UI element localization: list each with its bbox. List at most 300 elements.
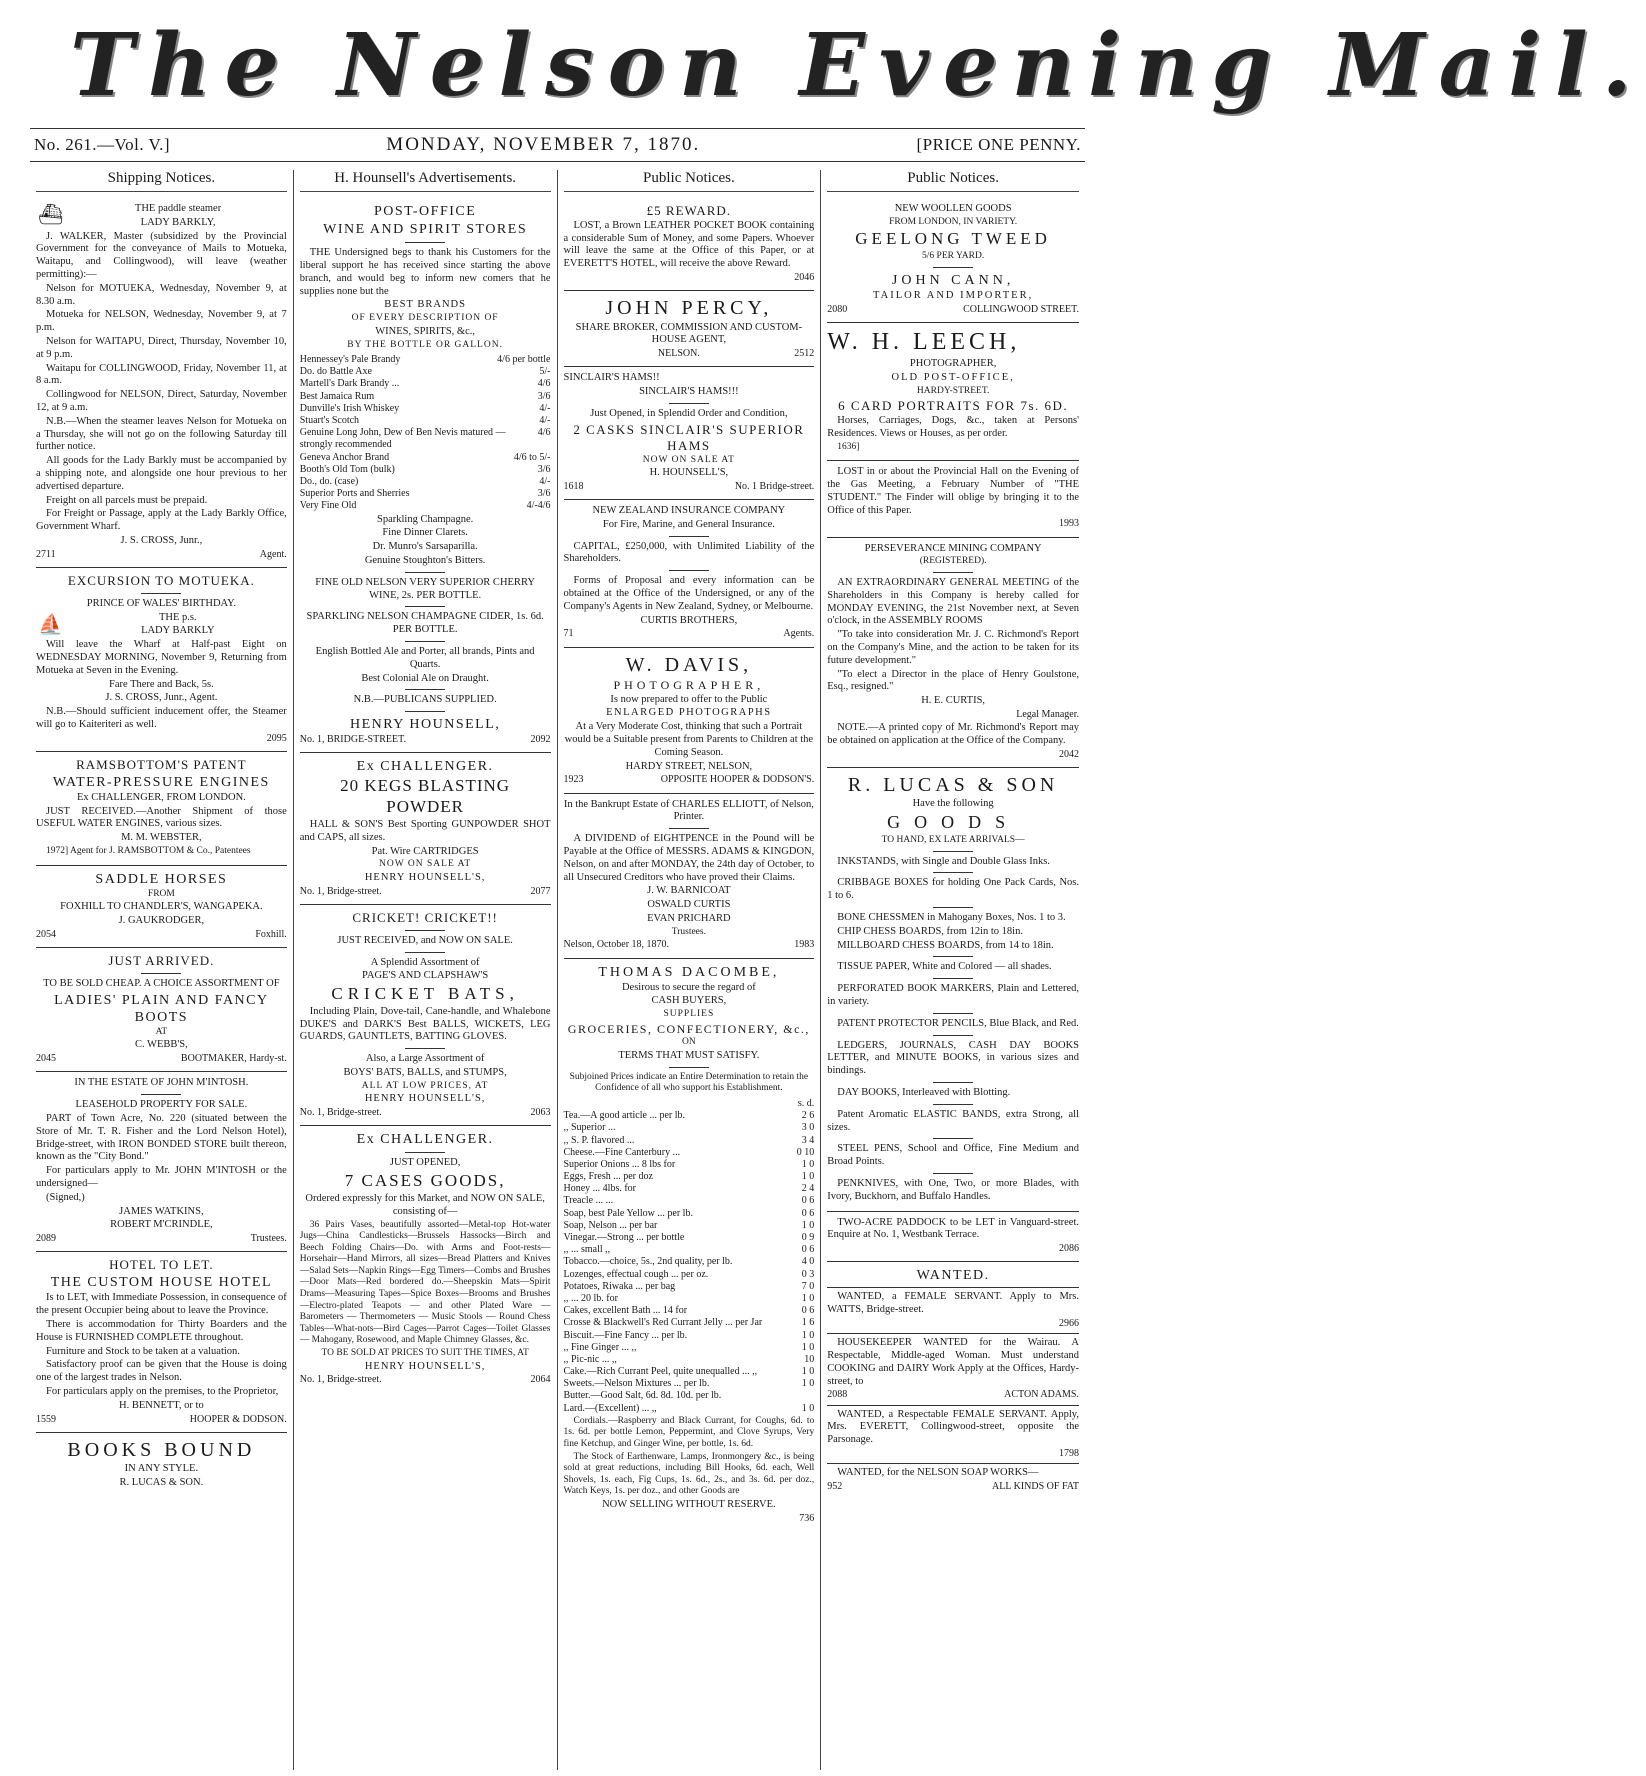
item-name: ,, ... 20 lb. for (563, 1292, 618, 1304)
ad-footer (36, 549, 287, 561)
item-name: Lozenges, effectual cough ... per oz. (563, 1268, 709, 1280)
ad-footer (827, 709, 1079, 721)
list-item: Satisfactory proof can be given that the House is doing one of the largest trades in Nelson. (36, 1359, 287, 1384)
trustee-name: EVAN PRICHARD (647, 913, 731, 924)
ad-body: WANTED, a FEMALE SERVANT. Apply to Mrs. WATTS, Bridge-street. (827, 1291, 1079, 1316)
ad-text: OPPOSITE HOOPER & DODSON'S. (660, 774, 815, 786)
ad-signer: H. HOUNSELL'S, (649, 467, 729, 479)
price-row (564, 1159, 815, 1171)
divider (405, 606, 445, 607)
item-name: ,, Pic-nic ... ,, (563, 1353, 617, 1365)
ad-cricket (300, 905, 551, 1127)
ad-text: NOW ON SALE AT (642, 454, 735, 465)
item-price: 3/6 (537, 488, 551, 500)
ad-wanted (827, 1262, 1079, 1499)
ad-subtitle: (REGISTERED). (919, 556, 987, 567)
list-item: PENKNIVES, with One, Two, or more Blades, with Ivory, Buckhorn, and Buffalo Handles. (827, 1177, 1079, 1202)
ad-headline: SADDLE HORSES (95, 871, 228, 887)
ad-headline: 7 CASES GOODS, (344, 1171, 506, 1191)
column-header: H. Hounsell's Advertisements. (300, 170, 551, 192)
divider (933, 1138, 973, 1139)
list-item: For particulars apply on the premises, to the Proprietor, (46, 1385, 279, 1397)
ad-footer (827, 1448, 1079, 1460)
item-price: 1 0 (801, 1171, 815, 1183)
item-name: Martell's Dark Brandy ... (299, 378, 400, 390)
ad-wine-stores (300, 198, 551, 753)
ad-headline: 6 CARD PORTRAITS FOR 7s. 6D. (838, 398, 1069, 414)
ad-title: PERSEVERANCE MINING COMPANY (864, 542, 1042, 554)
sailing-ship-icon: ⛵ (38, 613, 63, 636)
list-item: Collingwood for NELSON, Direct, Saturday, November 12, at 9 a.m. (36, 389, 287, 413)
list-item: Nelson for MOTUEKA, Wednesday, November 9, at 8.30 a.m. (36, 282, 287, 307)
ad-number: 2966 (1059, 1318, 1079, 1330)
ad-text: Genuine Stoughton's Bitters. (364, 554, 486, 566)
divider (933, 1035, 973, 1036)
item-name: Geneva Anchor Brand (299, 451, 390, 463)
ad-title: Ex CHALLENGER. (356, 1132, 494, 1148)
ad-address: No. 1, Bridge-street. (299, 1374, 382, 1386)
item-price: 4 0 (801, 1256, 815, 1268)
ad-title: HOTEL TO LET. (109, 1257, 214, 1273)
ad-subtitle: LEASEHOLD PROPERTY FOR SALE. (75, 1099, 248, 1111)
ad-headline: 2 CASKS SINCLAIR'S SUPERIOR HAMS (573, 421, 805, 453)
ad-text: PAGE'S AND CLAPSHAW'S (361, 970, 489, 982)
list-item: Waitapu for COLLINGWOOD, Friday, November 11, at 8 a.m. (36, 362, 287, 387)
ad-text: BY THE BOTTLE OR GALLON. (347, 339, 503, 350)
item-price: 0 10 (796, 1146, 815, 1158)
item-price: 4/6 per bottle (497, 354, 551, 366)
ad-headline: CRICKET BATS, (331, 984, 519, 1004)
ad-signer: CURTIS BROTHERS, (640, 614, 738, 626)
list-item: DAY BOOKS, Interleaved with Blotting. (837, 1086, 1011, 1098)
ad-footer (36, 1414, 287, 1426)
item-name: ,, Superior ... (563, 1122, 616, 1134)
item-price: 1 0 (801, 1378, 815, 1390)
item-price: 4/6 (537, 427, 551, 439)
ad-boots (36, 948, 287, 1072)
ad-number: 71 (563, 628, 574, 640)
ad-footer (564, 348, 815, 360)
price-row (300, 452, 551, 464)
ad-number: 2063 (530, 1107, 551, 1119)
ad-number: 2088 (827, 1389, 848, 1401)
ad-body: J. WALKER, Master (subsidized by the Provincial Government for the conveyance of Mails to Motueka, Waitapu, and Collingwood), will leave (weather permitting):— (36, 230, 287, 280)
ad-footer (564, 1513, 815, 1525)
ad-footer (36, 1053, 287, 1065)
divider (669, 570, 709, 571)
ad-body: JUST RECEIVED.—Another Shipment of those USEFUL WATER ENGINES, various sizes. (36, 805, 287, 830)
divider (405, 1048, 445, 1049)
ad-title: JUST ARRIVED. (108, 953, 215, 969)
item-price: 3/6 (537, 463, 551, 475)
ad-number: 2095 (266, 732, 287, 744)
price-row (564, 1330, 815, 1342)
ad-subtitle: PRINCE OF WALES' BIRTHDAY. (86, 597, 236, 609)
ad-role: PHOTOGRAPHER, (909, 358, 997, 370)
ad-role: Trustees. (671, 926, 706, 937)
trustee-name: JAMES WATKINS, (119, 1205, 204, 1217)
ad-note: N.B.—PUBLICANS SUPPLIED. (353, 694, 497, 706)
ad-number: 736 (799, 1512, 815, 1524)
ad-w-davis (564, 648, 815, 794)
list-item: Nelson for WAITAPU, Direct, Thursday, November 10, at 9 p.m. (36, 335, 287, 360)
divider (405, 242, 445, 243)
ad-footer (36, 733, 287, 745)
ad-number: 2077 (530, 885, 551, 897)
ad-route: FOXHILL TO CHANDLER'S, WANGAPEKA. (60, 901, 263, 913)
ad-footer (827, 1243, 1079, 1255)
steamer-icon: ⛴ (38, 204, 64, 226)
ad-title: IN THE ESTATE OF JOHN M'INTOSH. (74, 1077, 249, 1089)
ad-number: 1923 (563, 774, 584, 786)
price-header: s. d. (797, 1097, 815, 1109)
ad-body: TWO-ACRE PADDOCK to be LET in Vanguard-street. Enquire at No. 1, Westbank Terrace. (827, 1216, 1079, 1241)
trustee-name: ROBERT M'CRINDLE, (110, 1219, 213, 1231)
divider (405, 689, 445, 690)
ad-signer: J. GAUKRODGER, (118, 915, 205, 927)
ad-role: Agent. (259, 548, 287, 560)
ad-mintosh-estate (36, 1072, 287, 1252)
list-item: Furniture and Stock to be taken at a valuation. (46, 1345, 240, 1357)
price-row (564, 1269, 815, 1281)
price-row (564, 1403, 815, 1415)
item-price: 0 6 (801, 1195, 815, 1207)
divider (405, 572, 445, 573)
ad-footer (827, 1389, 1079, 1401)
ad-address: COLLINGWOOD STREET. (963, 303, 1079, 315)
ad-headline: BOOKS BOUND (67, 1438, 256, 1461)
divider (141, 593, 181, 594)
ad-number: 1618 (563, 480, 584, 492)
ad-place: NELSON. (657, 348, 700, 360)
ad-price: 5/6 PER YARD. (922, 251, 985, 262)
divider (933, 1013, 973, 1014)
price-row (300, 415, 551, 427)
ad-footer (300, 886, 551, 898)
ad-footer (36, 929, 287, 941)
item-name: Do., do. (case) (299, 475, 359, 487)
ad-address: No. 1, Bridge-street. (299, 885, 382, 897)
price-row (564, 1183, 815, 1195)
ad-thomas-dacombe (564, 959, 815, 1531)
ad-title: WANTED. (916, 1268, 990, 1284)
ad-body: Including Plain, Dove-tail, Cane-handle, and Whalebone DUKE'S and DARK'S Best BALLS, WICKETS, LEG GUARDS, GAUNTLETS, BATTING GLOVES. (299, 1005, 551, 1043)
item-name: Tea.—A good article ... per lb. (563, 1110, 685, 1122)
ad-signer: HENRY HOUNSELL'S, (364, 1360, 486, 1372)
ad-footer (564, 481, 815, 493)
ad-text: Pat. Wire CARTRIDGES (371, 845, 479, 857)
ad-headline: JOHN PERCY, (605, 297, 773, 320)
item-price: 3 4 (801, 1134, 815, 1146)
price-row (564, 1281, 815, 1293)
ad-signer-alt: HOOPER & DODSON. (189, 1413, 287, 1425)
ad-body: Subjoined Prices indicate an Entire Determination to retain the Confidence of all who support his Establishment. (569, 1071, 809, 1094)
ad-number: 1983 (794, 939, 815, 951)
list-item: PERFORATED BOOK MARKERS, Plain and Lettered, in variety. (827, 983, 1079, 1007)
ad-title: EXCURSION TO MOTUEKA. (67, 572, 255, 588)
item-price: 3 0 (801, 1122, 815, 1134)
item-price: 3/6 (537, 390, 551, 402)
divider (933, 1173, 973, 1174)
item-name: Best Jamaica Rum (299, 390, 375, 402)
price-row (300, 427, 551, 451)
ad-hotel (36, 1252, 287, 1432)
ad-text: Sparkling Champagne. (377, 513, 474, 525)
item-price: 10 (804, 1353, 815, 1365)
ad-john-percy (564, 291, 815, 367)
ad-address: No. 1, BRIDGE-STREET. (299, 734, 406, 746)
ad-text: NOW SELLING WITHOUT RESERVE. (602, 1498, 776, 1510)
ad-headline: W. DAVIS, (625, 653, 753, 676)
ad-signer: J. S. CROSS, Junr., (120, 534, 203, 546)
ad-headline: THE CUSTOM HOUSE HOTEL (50, 1275, 273, 1291)
ad-signer: M. M. WEBSTER, (121, 832, 202, 844)
item-name: Cakes, excellent Bath ... 14 for (563, 1305, 688, 1317)
price-row (564, 1366, 815, 1378)
ad-text: ALL AT LOW PRICES, AT (361, 1080, 489, 1091)
ad-footer (564, 272, 815, 284)
price-row (300, 378, 551, 390)
ad-body: WANTED, a Respectable FEMALE SERVANT. Apply, Mrs. EVERETT, Collingwood-street, opposite the Parsonage. (827, 1408, 1079, 1446)
list-item: CRIBBAGE BOXES for holding One Pack Cards, Nos. 1 to 6. (827, 877, 1079, 902)
ad-address: HARDY STREET, NELSON, (625, 760, 753, 772)
price-row (564, 1171, 815, 1183)
ad-text: CAPITAL, £250,000, with Unlimited Liability of the Shareholders. (563, 540, 815, 565)
item-price: 4/-4/6 (526, 500, 551, 512)
ad-number: 2089 (36, 1233, 56, 1245)
divider (669, 1067, 709, 1068)
ad-title: NEW ZEALAND INSURANCE COMPANY (592, 505, 786, 517)
item-price: 1 0 (801, 1292, 815, 1304)
ad-signer: R. LUCAS & SON. (119, 1476, 204, 1488)
divider (827, 1333, 1079, 1334)
ad-role: Trustees. (250, 1233, 287, 1245)
ad-body: Ordered expressly for this Market, and NOW ON SALE, consisting of— (305, 1193, 545, 1217)
item-price: 0 6 (801, 1305, 815, 1317)
ad-headline: 20 KEGS BLASTING POWDER (340, 776, 511, 817)
ad-text: The Stock of Earthenware, Lamps, Ironmongery &c., is being sold at great reductions, including Bill Hooks, 6d. each, Well Shovels, 1s. each, Fig Cups, 1s. 6d., 2s., and 3s. 6d. per doz., Watch Keys, 1s. per doz., and other Goods are (563, 1451, 815, 1497)
ad-subtitle: IN ANY STYLE. (124, 1463, 199, 1475)
divider (669, 536, 709, 537)
item-name: Honey ... 4lbs. for (563, 1183, 636, 1195)
item-name: Biscuit.—Fine Fancy ... per lb. (563, 1329, 688, 1341)
ad-title: LADY BARKLY, (140, 216, 216, 228)
ad-headline: LADIES' PLAIN AND FANCY BOOTS (54, 992, 269, 1025)
ad-footer (827, 749, 1079, 761)
list-item: Patent Aromatic ELASTIC BANDS, extra Strong, all sizes. (827, 1108, 1079, 1133)
item-name: Booth's Old Tom (bulk) (299, 463, 395, 475)
ad-text: OF EVERY DESCRIPTION OF (351, 313, 499, 324)
list-item: All goods for the Lady Barkly must be accompanied by a shipping note, and alongside one hour previous to her advertised departure. (36, 455, 287, 492)
ad-title: NEW WOOLLEN GOODS (894, 203, 1012, 214)
ad-role: Agents. (783, 628, 815, 640)
price-row (564, 1317, 815, 1329)
list-item: TISSUE PAPER, White and Colored — all shades. (837, 961, 1052, 973)
ad-body: A DIVIDEND of EIGHTPENCE in the Pound will be Payable at the Office of MESSRS. ADAMS & KINGDON, Nelson, on and after MONDAY, the 24th day of October, to all Unsecured Creditors who have proved their Claims. (563, 833, 815, 883)
price-row (564, 1244, 815, 1256)
ad-signer: ACTON ADAMS. (1004, 1389, 1079, 1401)
price-row (564, 1293, 815, 1305)
ad-body: Horses, Carriages, Dogs, &c., taken at Persons' Residences. Views or Houses, as per order. (827, 415, 1079, 439)
ad-body: Forms of Proposal and every information can be obtained at the Office of the Undersigned, or any of the Company's Agents in New Zealand, Sydney, or Melbourne. (563, 575, 815, 612)
ad-role: TAILOR AND IMPORTER, (873, 289, 1034, 301)
ad-body: Is now prepared to offer to the Public (610, 693, 768, 705)
item-name: Cheese.—Fine Canterbury ... (563, 1146, 681, 1158)
trustee-name: OSWALD CURTIS (647, 899, 731, 911)
ad-number: 2512 (794, 348, 815, 360)
item-name: ,, S. P. flavored ... (563, 1134, 635, 1146)
ad-blasting-powder (300, 753, 551, 905)
price-row (564, 1147, 815, 1159)
ad-text: FROM (147, 888, 175, 899)
price-row (300, 354, 551, 366)
ad-text: TO BE SOLD AT PRICES TO SUIT THE TIMES, AT (321, 1347, 529, 1358)
ad-text: SPARKLING NELSON CHAMPAGNE CIDER, 1s. 6d. PER BOTTLE. (306, 611, 544, 636)
ad-text: NOW ON SALE AT (379, 859, 472, 870)
ad-text: Desirous to secure the regard of (621, 981, 756, 993)
ad-books-bound (36, 1433, 287, 1497)
divider (141, 1094, 181, 1095)
ad-note: N.B.—Should sufficient inducement offer, the Steamer will go to Kaiteriteri as well. (36, 706, 287, 730)
newspaper-title: The Nelson Evening Mail. (70, 15, 1646, 116)
ad-headline: GEELONG TWEED (855, 229, 1051, 249)
price-row (300, 500, 551, 512)
divider (405, 1152, 445, 1153)
item-price: 1 0 (801, 1219, 815, 1231)
ad-date: Nelson, October 18, 1870. (563, 939, 670, 951)
item-name: ,, ... small ,, (563, 1244, 611, 1256)
ad-body: Will leave the Wharf at Half-past Eight on WEDNESDAY MORNING, November 9, Returning from Motueka at Seven in the Evening. (36, 639, 287, 676)
ad-footer: 1972] Agent for J. RAMSBOTTOM & Co., Patentees (46, 846, 251, 857)
ad-footer (300, 734, 551, 746)
item-name: Superior Onions ... 8 lbs for (563, 1158, 676, 1170)
divider (933, 1104, 973, 1105)
ad-body: At a Very Moderate Cost, thinking that such a Portrait would be a Suitable present from Parents to Children at the Coming Season. (564, 721, 814, 758)
ad-excursion (36, 568, 287, 752)
price-row (300, 391, 551, 403)
ad-headline: W. H. LEECH, (827, 328, 1021, 355)
ad-text: Dr. Munro's Sarsaparilla. (372, 541, 478, 553)
issue-price: [PRICE ONE PENNY. (916, 135, 1081, 154)
dateline (30, 128, 1085, 162)
ad-number: 952 (827, 1480, 843, 1492)
item-name: Genuine Long John, Dew of Ben Nevis matured — strongly recommended (299, 427, 506, 451)
ad-footer (564, 774, 815, 786)
divider (827, 1463, 1079, 1464)
ad-address: HARDY-STREET. (916, 385, 990, 396)
ad-text: TERMS THAT MUST SATISFY. (618, 1050, 760, 1062)
ad-body: PART of Town Acre, No. 220 (situated between the Store of Mr. T. R. Fisher and the Lord Nelson Hotel), Bridge-street, with IRON BONDED STORE built thereon, known as the "City Bond." (36, 1113, 287, 1163)
ad-text: Fine Dinner Clarets. (382, 527, 468, 539)
item-price: 4/6 (537, 378, 551, 390)
ad-subtitle: JUST RECEIVED, and NOW ON SALE. (337, 934, 513, 946)
item-price: 2 4 (801, 1183, 815, 1195)
list-item: N.B.—When the steamer leaves Nelson for Motueka on a Thursday, she will not go on the following Saturday till further notice. (36, 415, 287, 453)
ad-text: FINE OLD NELSON VERY SUPERIOR CHERRY WINE, 2s. PER BOTTLE. (315, 576, 535, 601)
ad-signer: H. BENNETT, or to (119, 1399, 204, 1411)
ad-text: Best Colonial Ale on Draught. (361, 672, 489, 684)
item-price: 1 0 (801, 1341, 815, 1353)
list-item: INKSTANDS, with Single and Double Glass Inks. (837, 855, 1050, 867)
item-name: Sweets.—Nelson Mixtures ... per lb. (563, 1378, 710, 1390)
ad-text: SUPPLIES (663, 1009, 715, 1020)
issue-date: MONDAY, NOVEMBER 7, 1870. (386, 134, 701, 155)
ad-signer: J. S. CROSS, Junr., Agent. (105, 692, 218, 704)
list-item: Freight on all parcels must be prepaid. (46, 494, 208, 506)
ad-headline: GROCERIES, CONFECTIONERY, &c., (567, 1021, 810, 1036)
divider (405, 711, 445, 712)
list-item: BONE CHESSMEN in Mahogany Boxes, Nos. 1 to 3. (837, 912, 1066, 924)
price-row (300, 488, 551, 500)
ad-text: English Bottled Ale and Porter, all brands, Pints and Quarts. (315, 645, 535, 670)
ad-lucas-goods (827, 768, 1079, 1212)
price-row (300, 464, 551, 476)
item-name: Vinegar.—Strong ... per bottle (563, 1232, 685, 1244)
ad-footer (827, 518, 1079, 530)
ad-body: LOST, a Brown LEATHER POCKET BOOK containing a considerable Sum of Money, and some Papers. Whoever will leave the same at the Office of this Paper, or at EVERETT'S HOTEL, will receive the above Reward. (563, 219, 815, 270)
ad-footer (827, 1481, 1079, 1493)
ad-body: THE Undersigned begs to thank his Customers for the liberal support he has received since starting the above branch, and would beg to inform new comers that he supplies none but the (299, 247, 551, 297)
item-name: Soap, best Pale Yellow ... per lb. (563, 1207, 693, 1219)
column-header: Shipping Notices. (36, 170, 287, 192)
ad-role: SHARE BROKER, COMMISSION AND CUSTOM-HOUSE AGENT, (575, 321, 803, 346)
trustee-name: J. W. BARNICOAT (647, 885, 731, 897)
item-price: 1 6 (801, 1317, 815, 1329)
ad-reward (564, 198, 815, 291)
price-row (564, 1208, 815, 1220)
item-price: 4/- (539, 415, 551, 427)
ad-title: POST-OFFICE (373, 204, 477, 219)
ad-subtitle: FROM LONDON, IN VARIETY. (889, 216, 1018, 227)
column-hounsell (294, 170, 558, 1770)
divider (933, 956, 973, 957)
item-price: 1 0 (801, 1402, 815, 1414)
ad-text: ON (682, 1037, 696, 1048)
ad-subtitle: For Fire, Marine, and General Insurance. (602, 518, 775, 530)
columns (30, 170, 1085, 1770)
price-row (564, 1232, 815, 1244)
ad-title: SINCLAIR'S HAMS!!! (639, 386, 739, 398)
ad-footer (300, 1107, 551, 1119)
ad-address: No. 1, Bridge-street. (299, 1107, 382, 1119)
item-name: Do. do Battle Axe (299, 366, 372, 378)
price-row (564, 1390, 815, 1402)
ad-headline: GOODS (887, 812, 1020, 833)
item-name: Superior Ports and Sherries (299, 488, 410, 500)
ad-subtitle: Have the following (912, 798, 994, 810)
item-name: ,, Fine Ginger ... ,, (563, 1341, 637, 1353)
ad-address: No. 1 Bridge-street. (734, 480, 815, 492)
ad-bankrupt-estate (564, 794, 815, 959)
grocery-price-list (564, 1098, 815, 1415)
ad-title: CRICKET! CRICKET!! (352, 909, 498, 925)
ad-text: Also, a Large Assortment of (365, 1053, 485, 1065)
ad-saddle-horses (36, 866, 287, 948)
ad-number: 2080 (827, 303, 848, 315)
column-public-notices-2 (821, 170, 1085, 1770)
column-header: Public Notices. (564, 170, 815, 192)
ad-signer: H. E. CURTIS, (921, 695, 986, 707)
ad-text: (Signed,) (46, 1191, 85, 1203)
price-row (564, 1220, 815, 1232)
ad-text: TO HAND, EX LATE ARRIVALS— (881, 835, 1025, 846)
ad-text: "To elect a Director in the place of Henry Goulstone, Esq., resigned." (827, 668, 1079, 693)
ad-number: 1559 (36, 1413, 56, 1425)
ad-seven-cases (300, 1126, 551, 1392)
divider (669, 403, 709, 404)
item-name: Soap, Nelson ... per bar (563, 1219, 658, 1231)
item-price: 4/- (539, 402, 551, 414)
